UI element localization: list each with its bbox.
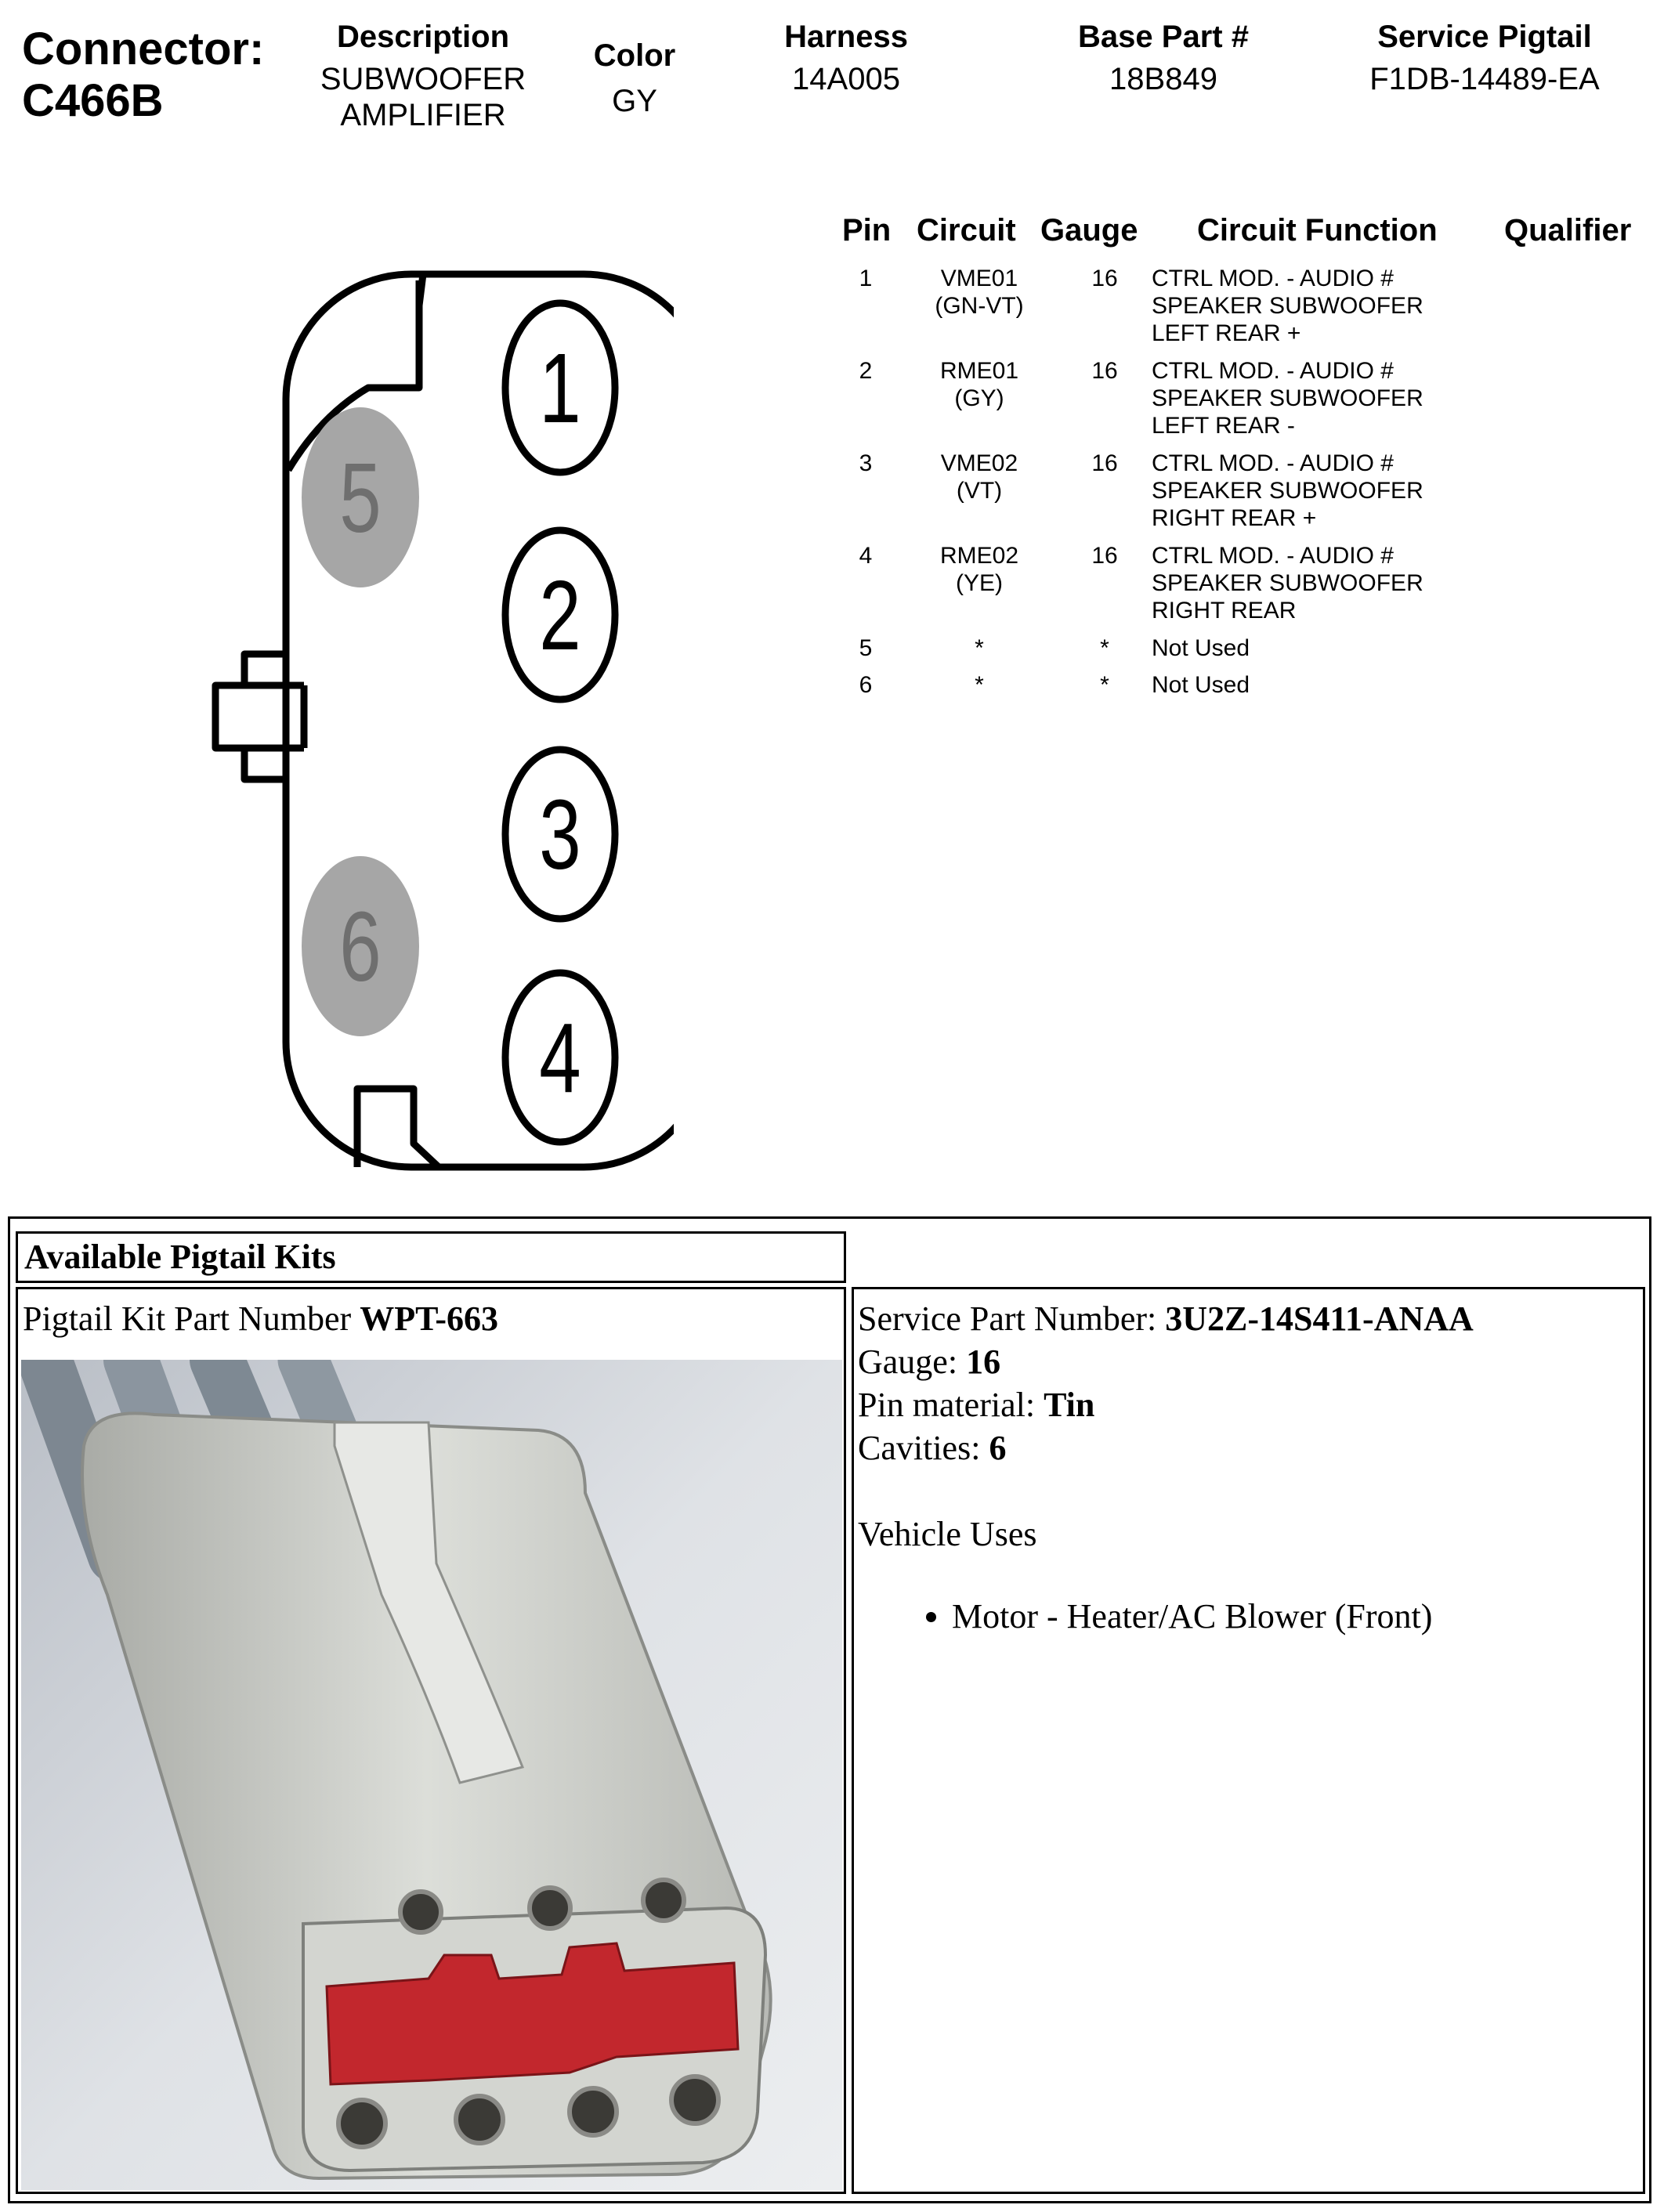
circuit-cell bbox=[913, 450, 1046, 504]
kit-specs bbox=[858, 1297, 1474, 1638]
vehicle-use-item: • Motor - Heater/AC Blower (Front) bbox=[952, 1595, 1474, 1638]
top-latch-diagonal bbox=[419, 274, 423, 305]
service-part-label: Service Part Number: bbox=[858, 1299, 1166, 1338]
cavities-label: Cavities: bbox=[858, 1429, 989, 1467]
header-qualifier: Qualifier bbox=[1504, 213, 1632, 248]
color-value: GY bbox=[612, 84, 657, 118]
circuit-wire-color: (VT) bbox=[956, 478, 1003, 504]
service-pigtail-header bbox=[1332, 19, 1637, 97]
circuit-wire-color: (GN-VT) bbox=[935, 293, 1024, 319]
circuit-function-cell bbox=[1152, 357, 1481, 439]
circuit-wire-color: (YE) bbox=[956, 570, 1003, 596]
gauge-value: 16 bbox=[966, 1343, 1001, 1381]
pigtail-kit-title: Available Pigtail Kits bbox=[16, 1231, 846, 1283]
circuit-cell bbox=[913, 265, 1046, 320]
description-label: Description bbox=[336, 20, 510, 54]
pin-material-label: Pin material: bbox=[858, 1386, 1044, 1424]
pigtail-kit-left-cell bbox=[16, 1287, 846, 2194]
pin-number: 3 bbox=[859, 450, 873, 476]
circuit-function-line: CTRL MOD. - AUDIO # bbox=[1152, 266, 1394, 291]
kit-part-number bbox=[23, 1297, 498, 1340]
header-circuit-function: Circuit Function bbox=[1197, 213, 1438, 248]
circuit-function-cell bbox=[1152, 542, 1481, 624]
description-line2: AMPLIFIER bbox=[340, 98, 506, 132]
circuit-function-line: CTRL MOD. - AUDIO # bbox=[1152, 358, 1394, 384]
cavities-line bbox=[858, 1426, 1474, 1469]
connector-face-diagram bbox=[204, 258, 674, 1183]
circuit-wire-color: (GY) bbox=[954, 385, 1004, 411]
base-part-value: 18B849 bbox=[1109, 62, 1217, 96]
connector-label: Connector: bbox=[22, 23, 265, 74]
description-header bbox=[298, 19, 548, 133]
side-lock-tab bbox=[215, 654, 304, 779]
gauge-cell: 16 bbox=[1091, 450, 1118, 476]
bottom-notch bbox=[357, 1089, 439, 1167]
circuit-id: * bbox=[975, 635, 984, 661]
connector-title bbox=[22, 23, 264, 127]
gauge-cell: * bbox=[1100, 635, 1109, 661]
harness-label: Harness bbox=[784, 20, 908, 54]
service-pigtail-value: F1DB-14489-EA bbox=[1369, 62, 1600, 96]
circuit-id: VME01 bbox=[940, 266, 1018, 291]
vehicle-uses-title: Vehicle Uses bbox=[858, 1515, 1037, 1553]
circuit-cell bbox=[913, 357, 1046, 412]
circuit-function-cell bbox=[1152, 634, 1481, 662]
circuit-function-cell bbox=[1152, 671, 1481, 699]
circuit-function-line: RIGHT REAR bbox=[1152, 598, 1297, 623]
pigtail-kit-right-cell bbox=[852, 1287, 1645, 2194]
circuit-id: RME02 bbox=[939, 543, 1019, 569]
gauge-cell: * bbox=[1100, 672, 1109, 698]
cavity-number: 1 bbox=[539, 333, 581, 444]
service-part-line bbox=[858, 1297, 1474, 1340]
kit-part-value: WPT-663 bbox=[360, 1299, 499, 1338]
gauge-cell: 16 bbox=[1091, 358, 1118, 384]
unused-cavity-number: 6 bbox=[339, 891, 382, 1003]
harness-value: 14A005 bbox=[792, 62, 900, 96]
circuit-function-line: SPEAKER SUBWOOFER bbox=[1152, 478, 1423, 504]
circuit-id: * bbox=[975, 672, 984, 698]
cavity-number: 4 bbox=[539, 1003, 581, 1114]
circuit-cell bbox=[913, 542, 1046, 597]
unused-cavity-number: 5 bbox=[339, 443, 382, 554]
cavity-number: 3 bbox=[539, 779, 581, 891]
circuit-function-line: LEFT REAR - bbox=[1152, 413, 1295, 439]
connector-id: C466B bbox=[22, 75, 164, 126]
gauge-label: Gauge: bbox=[858, 1343, 967, 1381]
gauge-cell: 16 bbox=[1091, 543, 1118, 569]
gauge-line bbox=[858, 1340, 1474, 1383]
cavity-number: 2 bbox=[539, 560, 581, 671]
pin-material-line bbox=[858, 1383, 1474, 1426]
circuit-id: VME02 bbox=[940, 450, 1018, 476]
service-part-value: 3U2Z-14S411-ANAA bbox=[1165, 1299, 1474, 1338]
header-circuit: Circuit bbox=[917, 213, 1016, 248]
circuit-function-line: LEFT REAR + bbox=[1152, 320, 1301, 346]
circuit-function-line: CTRL MOD. - AUDIO # bbox=[1152, 450, 1394, 476]
vehicle-uses-list bbox=[858, 1595, 1474, 1638]
circuit-function-line: Not Used bbox=[1152, 672, 1250, 698]
base-part-header bbox=[1034, 19, 1293, 97]
pin-number: 5 bbox=[859, 635, 873, 661]
circuit-function-cell bbox=[1152, 450, 1481, 532]
circuit-cell bbox=[913, 671, 1046, 699]
circuit-function-line: CTRL MOD. - AUDIO # bbox=[1152, 543, 1394, 569]
circuit-function-line: SPEAKER SUBWOOFER bbox=[1152, 385, 1423, 411]
header-pin: Pin bbox=[842, 213, 892, 248]
circuit-id: RME01 bbox=[939, 358, 1019, 384]
pin-material-value: Tin bbox=[1044, 1386, 1095, 1424]
color-header bbox=[564, 38, 705, 119]
cavities-value: 6 bbox=[989, 1429, 1007, 1467]
pin-number: 2 bbox=[859, 358, 873, 384]
color-label: Color bbox=[593, 38, 676, 73]
circuit-function-line: Not Used bbox=[1152, 635, 1250, 661]
circuit-function-line: SPEAKER SUBWOOFER bbox=[1152, 570, 1423, 596]
circuit-cell bbox=[913, 634, 1046, 662]
header-gauge: Gauge bbox=[1040, 213, 1138, 248]
circuit-function-cell bbox=[1152, 265, 1481, 347]
circuit-function-line: RIGHT REAR + bbox=[1152, 505, 1317, 531]
pin-number: 6 bbox=[859, 672, 873, 698]
base-part-label: Base Part # bbox=[1078, 20, 1249, 54]
description-line1: SUBWOOFER bbox=[320, 62, 526, 96]
gauge-cell: 16 bbox=[1091, 266, 1118, 291]
service-pigtail-label: Service Pigtail bbox=[1377, 20, 1592, 54]
pin-number: 1 bbox=[859, 266, 873, 291]
pin-number: 4 bbox=[859, 543, 873, 569]
kit-part-label: Pigtail Kit Part Number bbox=[23, 1299, 360, 1338]
pigtail-connector-photo bbox=[21, 1360, 842, 2190]
harness-header bbox=[744, 19, 948, 97]
circuit-function-line: SPEAKER SUBWOOFER bbox=[1152, 293, 1423, 319]
